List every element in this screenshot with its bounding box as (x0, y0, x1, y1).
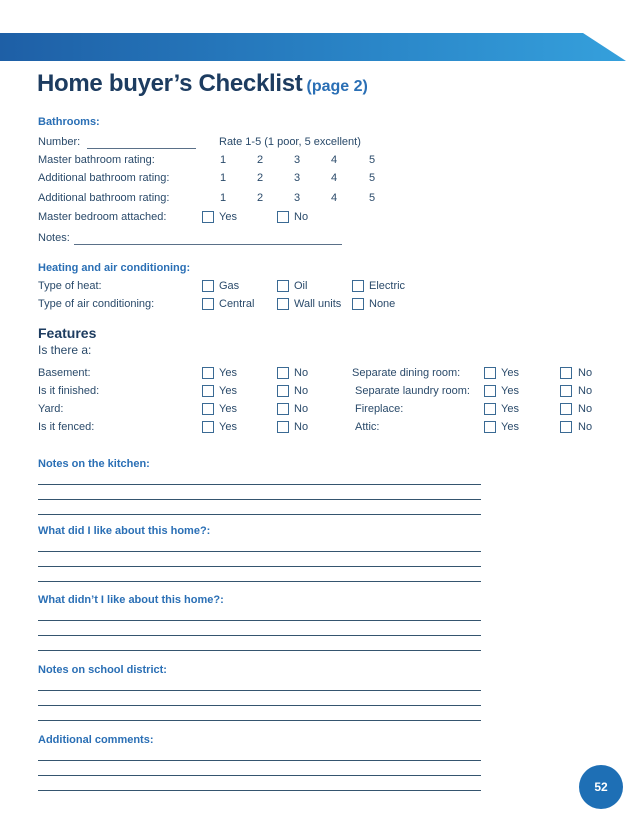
feature-label: Separate laundry room: (355, 385, 470, 397)
heating-heading: Heating and air conditioning: (38, 262, 191, 274)
master-bedroom-no-checkbox[interactable] (277, 211, 289, 223)
master-bedroom-no-label: No (294, 211, 309, 223)
school-notes-line[interactable] (38, 690, 481, 691)
feature-yes-checkbox[interactable] (484, 421, 496, 433)
bathroom-notes-label: Notes: (38, 232, 70, 244)
feature-label: Yard: (38, 403, 64, 415)
rating-option[interactable]: 2 (257, 154, 264, 166)
kitchen-notes-heading: Notes on the kitchen: (38, 458, 150, 470)
page-title (37, 70, 368, 98)
feature-no-label: No (294, 367, 309, 379)
feature-no-label: No (578, 403, 593, 415)
rating-row-label: Additional bathroom rating: (38, 192, 170, 204)
bathroom-number-field[interactable] (87, 148, 196, 149)
rating-option[interactable]: 1 (220, 172, 227, 184)
rating-row-label: Master bathroom rating: (38, 154, 155, 166)
kitchen-notes-line[interactable] (38, 484, 481, 485)
feature-label: Attic: (355, 421, 380, 433)
heat-gas-checkbox[interactable] (202, 280, 214, 292)
feature-label: Is it finished: (38, 385, 100, 397)
liked-notes-heading: What did I like about this home?: (38, 525, 211, 537)
liked-notes-line[interactable] (38, 566, 481, 567)
features-heading: Features (38, 325, 97, 341)
bathroom-notes-field[interactable] (74, 244, 342, 245)
feature-yes-checkbox[interactable] (484, 367, 496, 379)
feature-yes-label: Yes (501, 367, 519, 379)
rating-option[interactable]: 2 (257, 172, 264, 184)
master-bedroom-label: Master bedroom attached: (38, 211, 167, 223)
air-wall-units-label: Wall units (294, 298, 342, 310)
air-central-label: Central (219, 298, 255, 310)
feature-label: Basement: (38, 367, 91, 379)
rating-option[interactable]: 5 (369, 154, 376, 166)
school-notes-line[interactable] (38, 705, 481, 706)
school-notes-heading: Notes on school district: (38, 664, 167, 676)
feature-no-checkbox[interactable] (560, 367, 572, 379)
heat-electric-checkbox[interactable] (352, 280, 364, 292)
feature-no-checkbox[interactable] (560, 421, 572, 433)
air-type-label: Type of air conditioning: (38, 298, 155, 310)
feature-no-label: No (578, 385, 593, 397)
feature-no-label: No (294, 403, 309, 415)
rating-option[interactable]: 3 (294, 154, 301, 166)
air-central-checkbox[interactable] (202, 298, 214, 310)
rating-option[interactable]: 3 (294, 192, 301, 204)
additional-comments-line[interactable] (38, 790, 481, 791)
air-none-checkbox[interactable] (352, 298, 364, 310)
disliked-notes-line[interactable] (38, 620, 481, 621)
kitchen-notes-line[interactable] (38, 499, 481, 500)
heat-oil-label: Oil (294, 280, 308, 292)
feature-yes-label: Yes (501, 403, 519, 415)
rating-option[interactable]: 5 (369, 172, 376, 184)
feature-no-checkbox[interactable] (277, 367, 289, 379)
banner-title: Home buyer’s Checklist (38, 8, 165, 22)
air-wall-units-checkbox[interactable] (277, 298, 289, 310)
feature-yes-checkbox[interactable] (202, 403, 214, 415)
rating-option[interactable]: 2 (257, 192, 264, 204)
feature-label: Fireplace: (355, 403, 404, 415)
rating-option[interactable]: 4 (331, 154, 338, 166)
feature-no-label: No (578, 421, 593, 433)
disliked-notes-line[interactable] (38, 635, 481, 636)
master-bedroom-yes-label: Yes (219, 211, 237, 223)
feature-no-checkbox[interactable] (277, 421, 289, 433)
feature-yes-checkbox[interactable] (202, 367, 214, 379)
header-banner (0, 33, 626, 61)
disliked-notes-heading: What didn’t I like about this home?: (38, 594, 224, 606)
feature-no-checkbox[interactable] (560, 385, 572, 397)
feature-no-checkbox[interactable] (277, 403, 289, 415)
page-number-badge: 52 (579, 765, 623, 809)
additional-comments-heading: Additional comments: (38, 734, 154, 746)
feature-label: Is it fenced: (38, 421, 95, 433)
heat-gas-label: Gas (219, 280, 240, 292)
feature-yes-checkbox[interactable] (202, 385, 214, 397)
feature-yes-label: Yes (219, 403, 237, 415)
features-intro: Is there a: (38, 343, 92, 357)
feature-no-label: No (294, 385, 309, 397)
rating-option[interactable]: 4 (331, 192, 338, 204)
feature-yes-label: Yes (219, 421, 237, 433)
feature-yes-checkbox[interactable] (484, 385, 496, 397)
heat-oil-checkbox[interactable] (277, 280, 289, 292)
liked-notes-line[interactable] (38, 551, 481, 552)
feature-no-label: No (294, 421, 309, 433)
feature-no-label: No (578, 367, 593, 379)
feature-yes-checkbox[interactable] (202, 421, 214, 433)
page-title-text: Home buyer’s Checklist (37, 70, 303, 97)
rating-option[interactable]: 1 (220, 154, 227, 166)
school-notes-line[interactable] (38, 720, 481, 721)
feature-yes-label: Yes (501, 421, 519, 433)
feature-yes-checkbox[interactable] (484, 403, 496, 415)
kitchen-notes-line[interactable] (38, 514, 481, 515)
feature-label: Separate dining room: (352, 367, 461, 379)
bathroom-number-label: Number: (38, 136, 81, 148)
feature-no-checkbox[interactable] (277, 385, 289, 397)
heat-type-label: Type of heat: (38, 280, 102, 292)
rating-option[interactable]: 3 (294, 172, 301, 184)
rate-scale-label: Rate 1-5 (1 poor, 5 excellent) (219, 136, 361, 148)
feature-yes-label: Yes (219, 385, 237, 397)
rating-option[interactable]: 4 (331, 172, 338, 184)
rating-option[interactable]: 5 (369, 192, 376, 204)
feature-yes-label: Yes (219, 367, 237, 379)
liked-notes-line[interactable] (38, 581, 481, 582)
bathrooms-heading: Bathrooms: (38, 116, 100, 128)
heat-electric-label: Electric (369, 280, 406, 292)
additional-comments-line[interactable] (38, 775, 481, 776)
rating-row-label: Additional bathroom rating: (38, 172, 170, 184)
master-bedroom-yes-checkbox[interactable] (202, 211, 214, 223)
additional-comments-line[interactable] (38, 760, 481, 761)
feature-yes-label: Yes (501, 385, 519, 397)
rating-option[interactable]: 1 (220, 192, 227, 204)
page-subtitle: (page 2) (306, 78, 368, 95)
feature-no-checkbox[interactable] (560, 403, 572, 415)
air-none-label: None (369, 298, 396, 310)
disliked-notes-line[interactable] (38, 650, 481, 651)
